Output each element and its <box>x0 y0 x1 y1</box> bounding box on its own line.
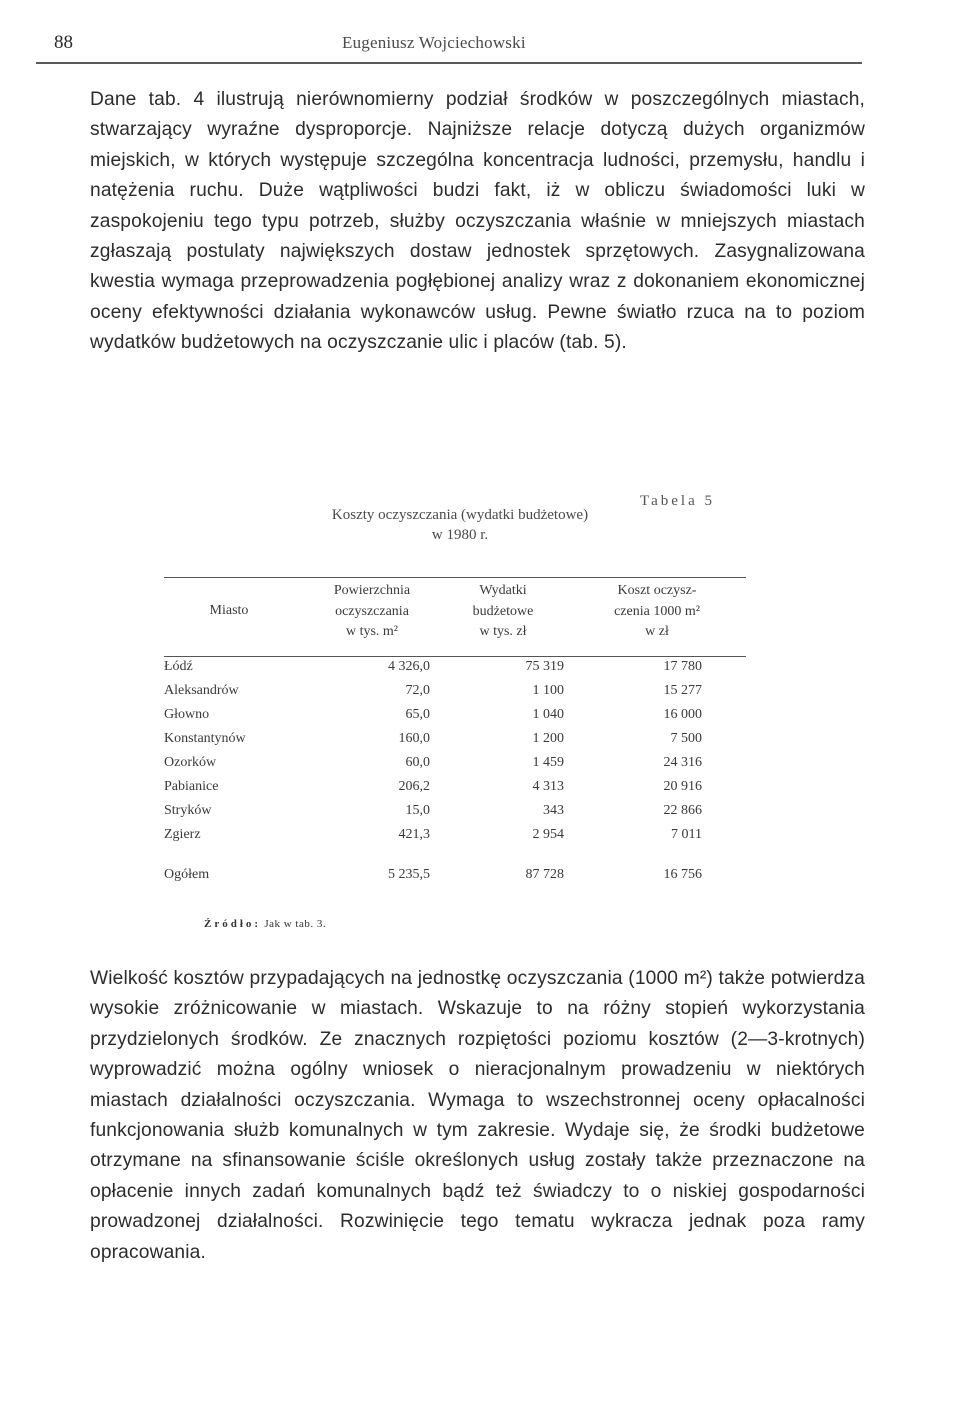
header-expenses-line-3: w tys. zł <box>479 624 527 639</box>
cell-expenses: 75 319 <box>525 659 564 674</box>
header-rule <box>36 62 862 64</box>
cell-area: 72,0 <box>405 683 430 698</box>
paragraph-2: Wielkość kosztów przypadających na jednostkę oczyszczania (1000 m²) także potwierdza wysokie zróżnicowanie w miastach. Wskazuje to na różny stopień wykorzystania przydzielonych środków. Ze znacznych rozpiętości poziomu kosztów (2—3-krotnych) wyprowadzić można ogólny wniosek o nieracjonalnym prowadzeniu w niektórych miastach działalności oczyszczania. Wymaga to wszechstronnej oceny opłacalności funkcjonowania służb komunalnych w tym zakresie. Wydaje się, że środki budżetowe otrzymane na sfinansowanie ściśle określonych usług zostały także przeznaczone na opłacenie innych zadań komunalnych bądź też świadczy to o niskiej gospodarności prowadzonej działalności. Rozwinięcie tego tematu wykracza jednak poza ramy opracowania. <box>90 968 865 1263</box>
table-row <box>164 755 746 779</box>
table-row <box>164 659 746 683</box>
cell-expenses: 2 954 <box>532 827 564 842</box>
table-header-rule <box>164 656 746 657</box>
table-title-line-2: w 1980 r. <box>431 527 489 543</box>
source-text: Jak w tab. 3. <box>264 918 327 930</box>
cell-city: Zgierz <box>164 827 201 842</box>
running-head: Eugeniusz Wojciechowski <box>342 33 526 52</box>
paragraph-1: Dane tab. 4 ilustrują nierównomierny podział środków w poszczególnych miastach, stwarzający wyraźne dysproporcje. Najniższe relacje dotyczą dużych organizmów miejskich, w których występuje szczególna koncentracja ludności, przemysłu, handlu i natężenia ruchu. Duże wątpliwości budzi fakt, iż w obliczu świadomości luki w zaspokojeniu tego typu potrzeb, służby oczyszczania właśnie w mniejszych miastach zgłaszają postulaty największych dostaw jednostek sprzętowych. Zasygnalizowana kwestia wymaga przeprowadzenia pogłębionej analizy wraz z dokonaniem ekonomicznej oceny efektywności działania wykonawców usług. Pewne światło rzuca na to poziom wydatków budżetowych na oczyszczanie ulic i placów (tab. 5). <box>90 89 865 354</box>
table-title <box>240 505 680 545</box>
cell-expenses: 1 040 <box>532 707 564 722</box>
table-row <box>164 683 746 707</box>
page-number: 88 <box>54 32 73 53</box>
cell-city: Głowno <box>164 707 210 722</box>
cell-area: 60,0 <box>405 755 430 770</box>
header-area-line-1: Powierzchnia <box>333 583 411 598</box>
cell-total-expenses: 87 728 <box>525 867 564 882</box>
cell-total-label: Ogółem <box>164 867 210 882</box>
cell-expenses: 1 459 <box>532 755 564 770</box>
header-expenses-line-1: Wydatki <box>479 583 527 598</box>
cell-city: Stryków <box>164 803 212 818</box>
table-source-note <box>204 918 326 930</box>
cell-cost: 22 866 <box>663 803 702 818</box>
page-header <box>36 32 862 56</box>
cell-city: Aleksandrów <box>164 683 239 698</box>
cell-area: 4 326,0 <box>388 659 430 674</box>
header-city: Miasto <box>209 603 249 618</box>
cell-cost: 15 277 <box>663 683 702 698</box>
header-expenses <box>438 581 568 643</box>
cell-area: 206,2 <box>398 779 430 794</box>
table-top-rule <box>164 577 746 578</box>
cell-cost: 20 916 <box>663 779 702 794</box>
header-cost <box>582 581 732 643</box>
cell-expenses: 1 100 <box>532 683 564 698</box>
header-cost-line-1: Koszt oczysz- <box>617 583 697 598</box>
cell-cost: 24 316 <box>663 755 702 770</box>
cell-total-cost: 16 756 <box>663 867 702 882</box>
cell-cost: 16 000 <box>663 707 702 722</box>
cell-area: 421,3 <box>398 827 430 842</box>
source-label: Źródło: <box>204 918 262 930</box>
cell-area: 65,0 <box>405 707 430 722</box>
table-row <box>164 803 746 827</box>
cell-cost: 7 500 <box>670 731 702 746</box>
table-row <box>164 707 746 731</box>
table-title-line-1: Koszty oczyszczania (wydatki budżetowe) <box>331 507 589 523</box>
header-cost-line-2: czenia 1000 m² <box>614 603 700 619</box>
header-cost-line-3: w zł <box>645 624 669 639</box>
cell-city: Łódź <box>164 659 193 674</box>
table-row <box>164 827 746 851</box>
cell-expenses: 4 313 <box>532 779 564 794</box>
cell-cost: 17 780 <box>663 659 702 674</box>
table-total-row <box>164 867 746 891</box>
cell-cost: 7 011 <box>671 827 702 842</box>
header-area <box>302 581 442 643</box>
header-area-line-2: oczyszczania <box>335 603 409 619</box>
cell-city: Pabianice <box>164 779 219 794</box>
header-area-line-3: w tys. m² <box>345 624 399 639</box>
cell-city: Konstantynów <box>164 731 246 746</box>
cell-expenses: 1 200 <box>532 731 564 746</box>
cell-city: Ozorków <box>164 755 217 770</box>
table-row <box>164 779 746 803</box>
cell-expenses: 343 <box>543 803 564 818</box>
cell-total-area: 5 235,5 <box>388 867 430 882</box>
header-expenses-line-2: budżetowe <box>472 603 534 619</box>
table-label: Tabela 5 <box>640 493 716 509</box>
table-row <box>164 731 746 755</box>
cell-area: 15,0 <box>405 803 430 818</box>
cell-area: 160,0 <box>398 731 430 746</box>
